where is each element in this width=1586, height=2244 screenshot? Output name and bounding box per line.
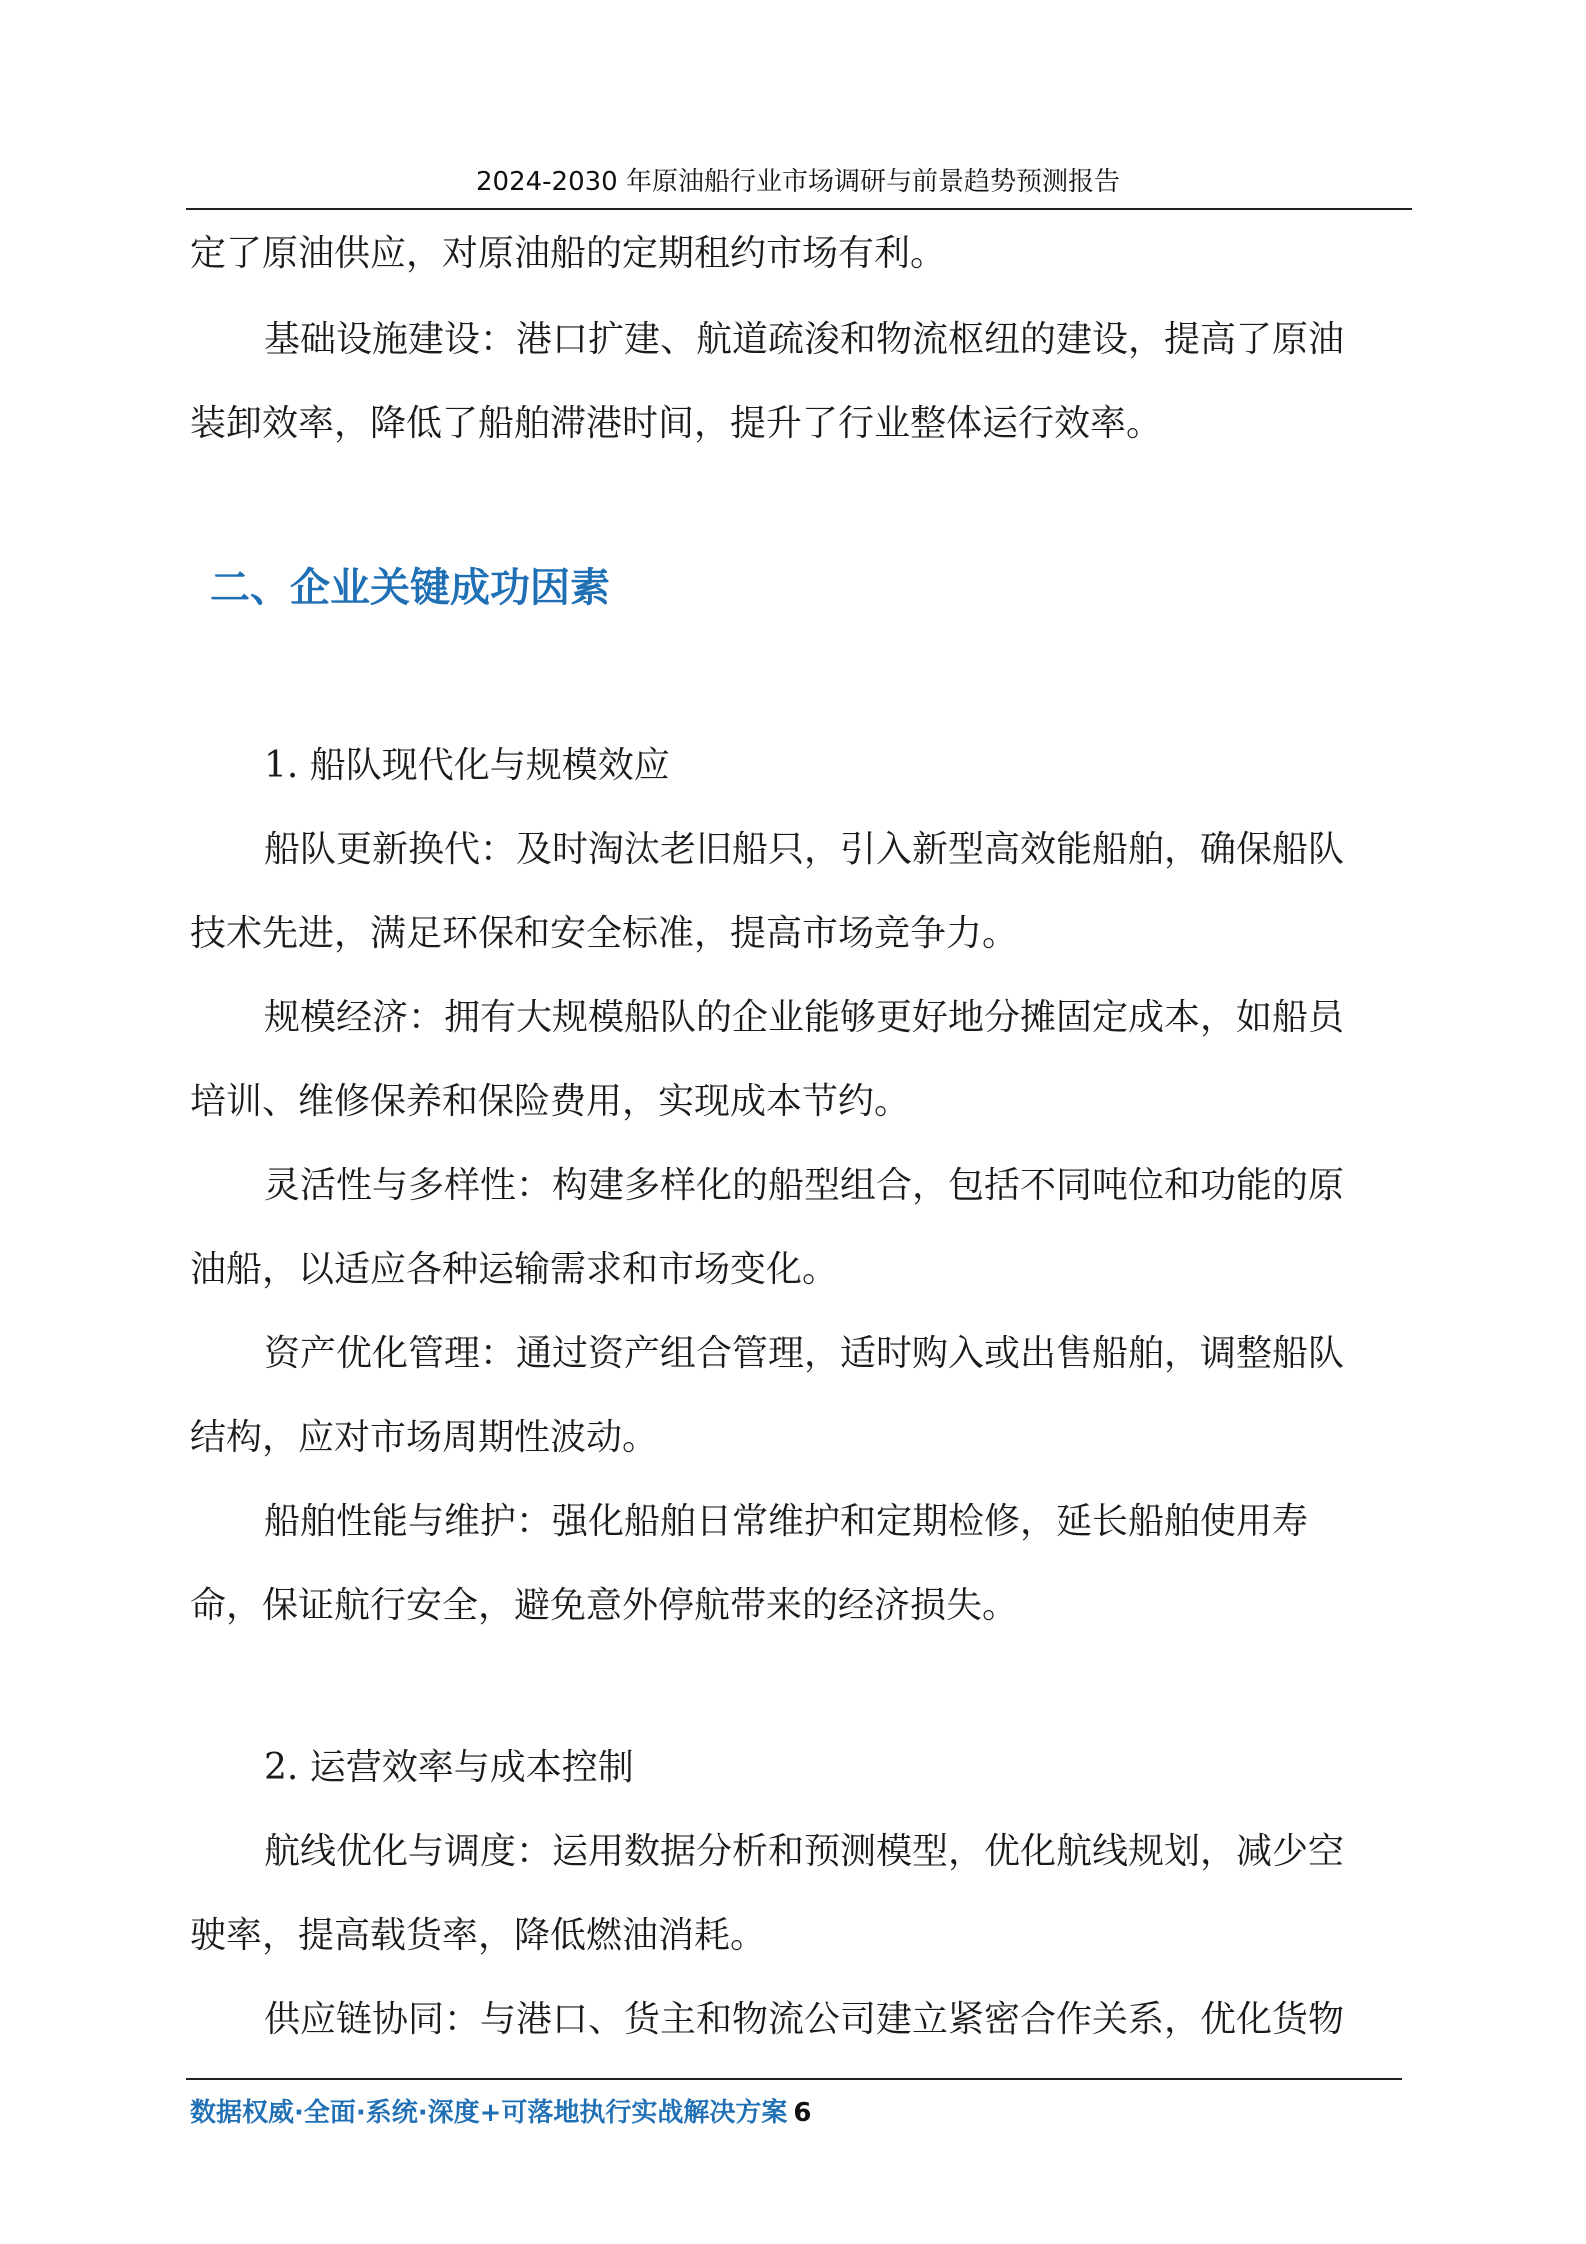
paragraph-line: 定了原油供应，对原油船的定期租约市场有利。 bbox=[190, 233, 947, 274]
footer-line bbox=[190, 2096, 812, 2130]
paragraph-line: 船舶性能与维护：强化船舶日常维护和定期检修，延长船舶使用寿 bbox=[264, 1501, 1309, 1542]
paragraph-line: 结构，应对市场周期性波动。 bbox=[190, 1417, 659, 1458]
paragraph-line: 船队更新换代：及时淘汰老旧船只，引入新型高效能船舶，确保船队 bbox=[264, 829, 1345, 870]
paragraph-line: 航线优化与调度：运用数据分析和预测模型，优化航线规划，减少空 bbox=[264, 1831, 1345, 1872]
paragraph-line: 培训、维修保养和保险费用，实现成本节约。 bbox=[190, 1081, 911, 1122]
paragraph-line: 驶率，提高载货率，降低燃油消耗。 bbox=[190, 1915, 767, 1956]
footer-slogan: 数据权威·全面·系统·深度+可落地执行实战解决方案 bbox=[190, 2098, 788, 2128]
paragraph-line: 装卸效率，降低了船舶滞港时间，提升了行业整体运行效率。 bbox=[190, 403, 1163, 444]
report-title: 2024-2030 年原油船行业市场调研与前景趋势预测报告 bbox=[476, 167, 1120, 197]
paragraph-line: 灵活性与多样性：构建多样化的船型组合，包括不同吨位和功能的原 bbox=[264, 1165, 1345, 1206]
subsection-title: 1. 船队现代化与规模效应 bbox=[264, 745, 670, 786]
footer-divider bbox=[186, 2078, 1402, 2080]
paragraph-line: 基础设施建设：港口扩建、航道疏浚和物流枢纽的建设，提高了原油 bbox=[264, 319, 1345, 360]
paragraph-line: 油船，以适应各种运输需求和市场变化。 bbox=[190, 1249, 839, 1290]
paragraph-line: 技术先进，满足环保和安全标准，提高市场竞争力。 bbox=[190, 913, 1019, 954]
header-divider bbox=[186, 208, 1412, 210]
paragraph-line: 资产优化管理：通过资产组合管理，适时购入或出售船舶，调整船队 bbox=[264, 1333, 1345, 1374]
subsection-title: 2. 运营效率与成本控制 bbox=[264, 1747, 634, 1788]
paragraph-line: 供应链协同：与港口、货主和物流公司建立紧密合作关系，优化货物 bbox=[264, 1999, 1345, 2040]
paragraph-line: 规模经济：拥有大规模船队的企业能够更好地分摊固定成本，如船员 bbox=[264, 997, 1345, 1038]
paragraph-line: 命，保证航行安全，避免意外停航带来的经济损失。 bbox=[190, 1585, 1019, 1626]
page-number: 6 bbox=[793, 2098, 812, 2128]
section-heading: 二、企业关键成功因素 bbox=[210, 565, 610, 611]
